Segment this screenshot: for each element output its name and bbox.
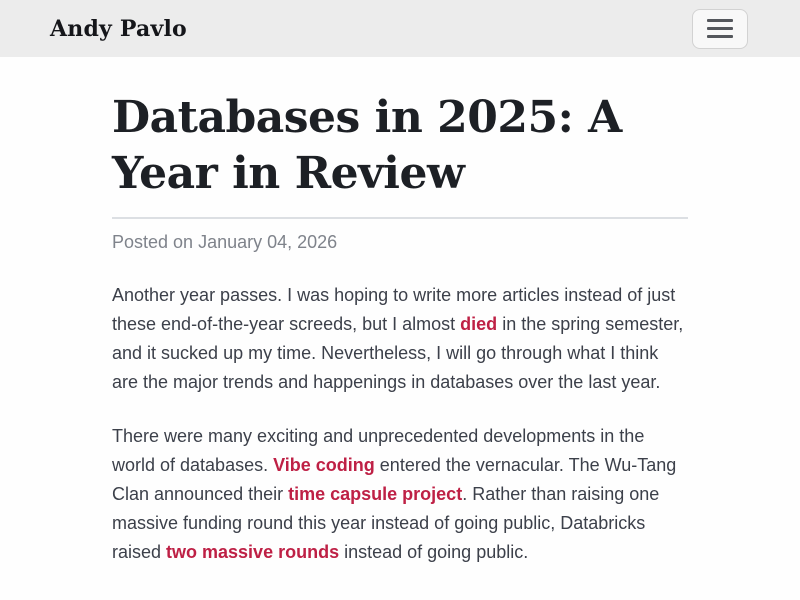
text-segment: Another year passes. I was hoping to write more articles instead of just these end-of-the-year screeds, but I almost	[112, 284, 676, 334]
hamburger-menu-icon	[707, 19, 733, 38]
title-divider	[112, 217, 688, 219]
inline-link[interactable]: time capsule project	[288, 483, 463, 504]
text-segment: . Rather than raising one massive funding round this year instead of going public, Databricks raised	[112, 483, 660, 562]
inline-link[interactable]: two massive rounds	[166, 541, 340, 562]
text-segment: There were many exciting and unprecedented developments in the world of databases.	[112, 425, 645, 475]
menu-toggle-button[interactable]	[692, 9, 748, 49]
page-title: Databases in 2025: A Year in Review	[112, 92, 622, 200]
blog-post	[112, 90, 688, 567]
article-body	[112, 281, 688, 567]
hamburger-bar	[707, 35, 733, 38]
main-content	[0, 90, 800, 567]
hamburger-bar	[707, 19, 733, 22]
text-segment: entered the vernacular. The Wu-Tang Clan announced their	[112, 454, 677, 504]
text-segment: in the spring semester, and it sucked up my time. Nevertheless, I will go through what I think are the major trends and happenings in databases over the last year.	[112, 313, 684, 392]
paragraph	[112, 281, 688, 397]
paragraph	[112, 422, 688, 567]
posted-date: Posted on January 04, 2026	[112, 231, 338, 252]
site-title-link[interactable]: Andy Pavlo	[50, 15, 187, 42]
inline-link[interactable]: Vibe coding	[273, 454, 375, 475]
inline-link[interactable]: died	[460, 313, 498, 334]
hamburger-bar	[707, 27, 733, 30]
site-header	[0, 0, 800, 57]
text-segment: instead of going public.	[339, 541, 529, 562]
